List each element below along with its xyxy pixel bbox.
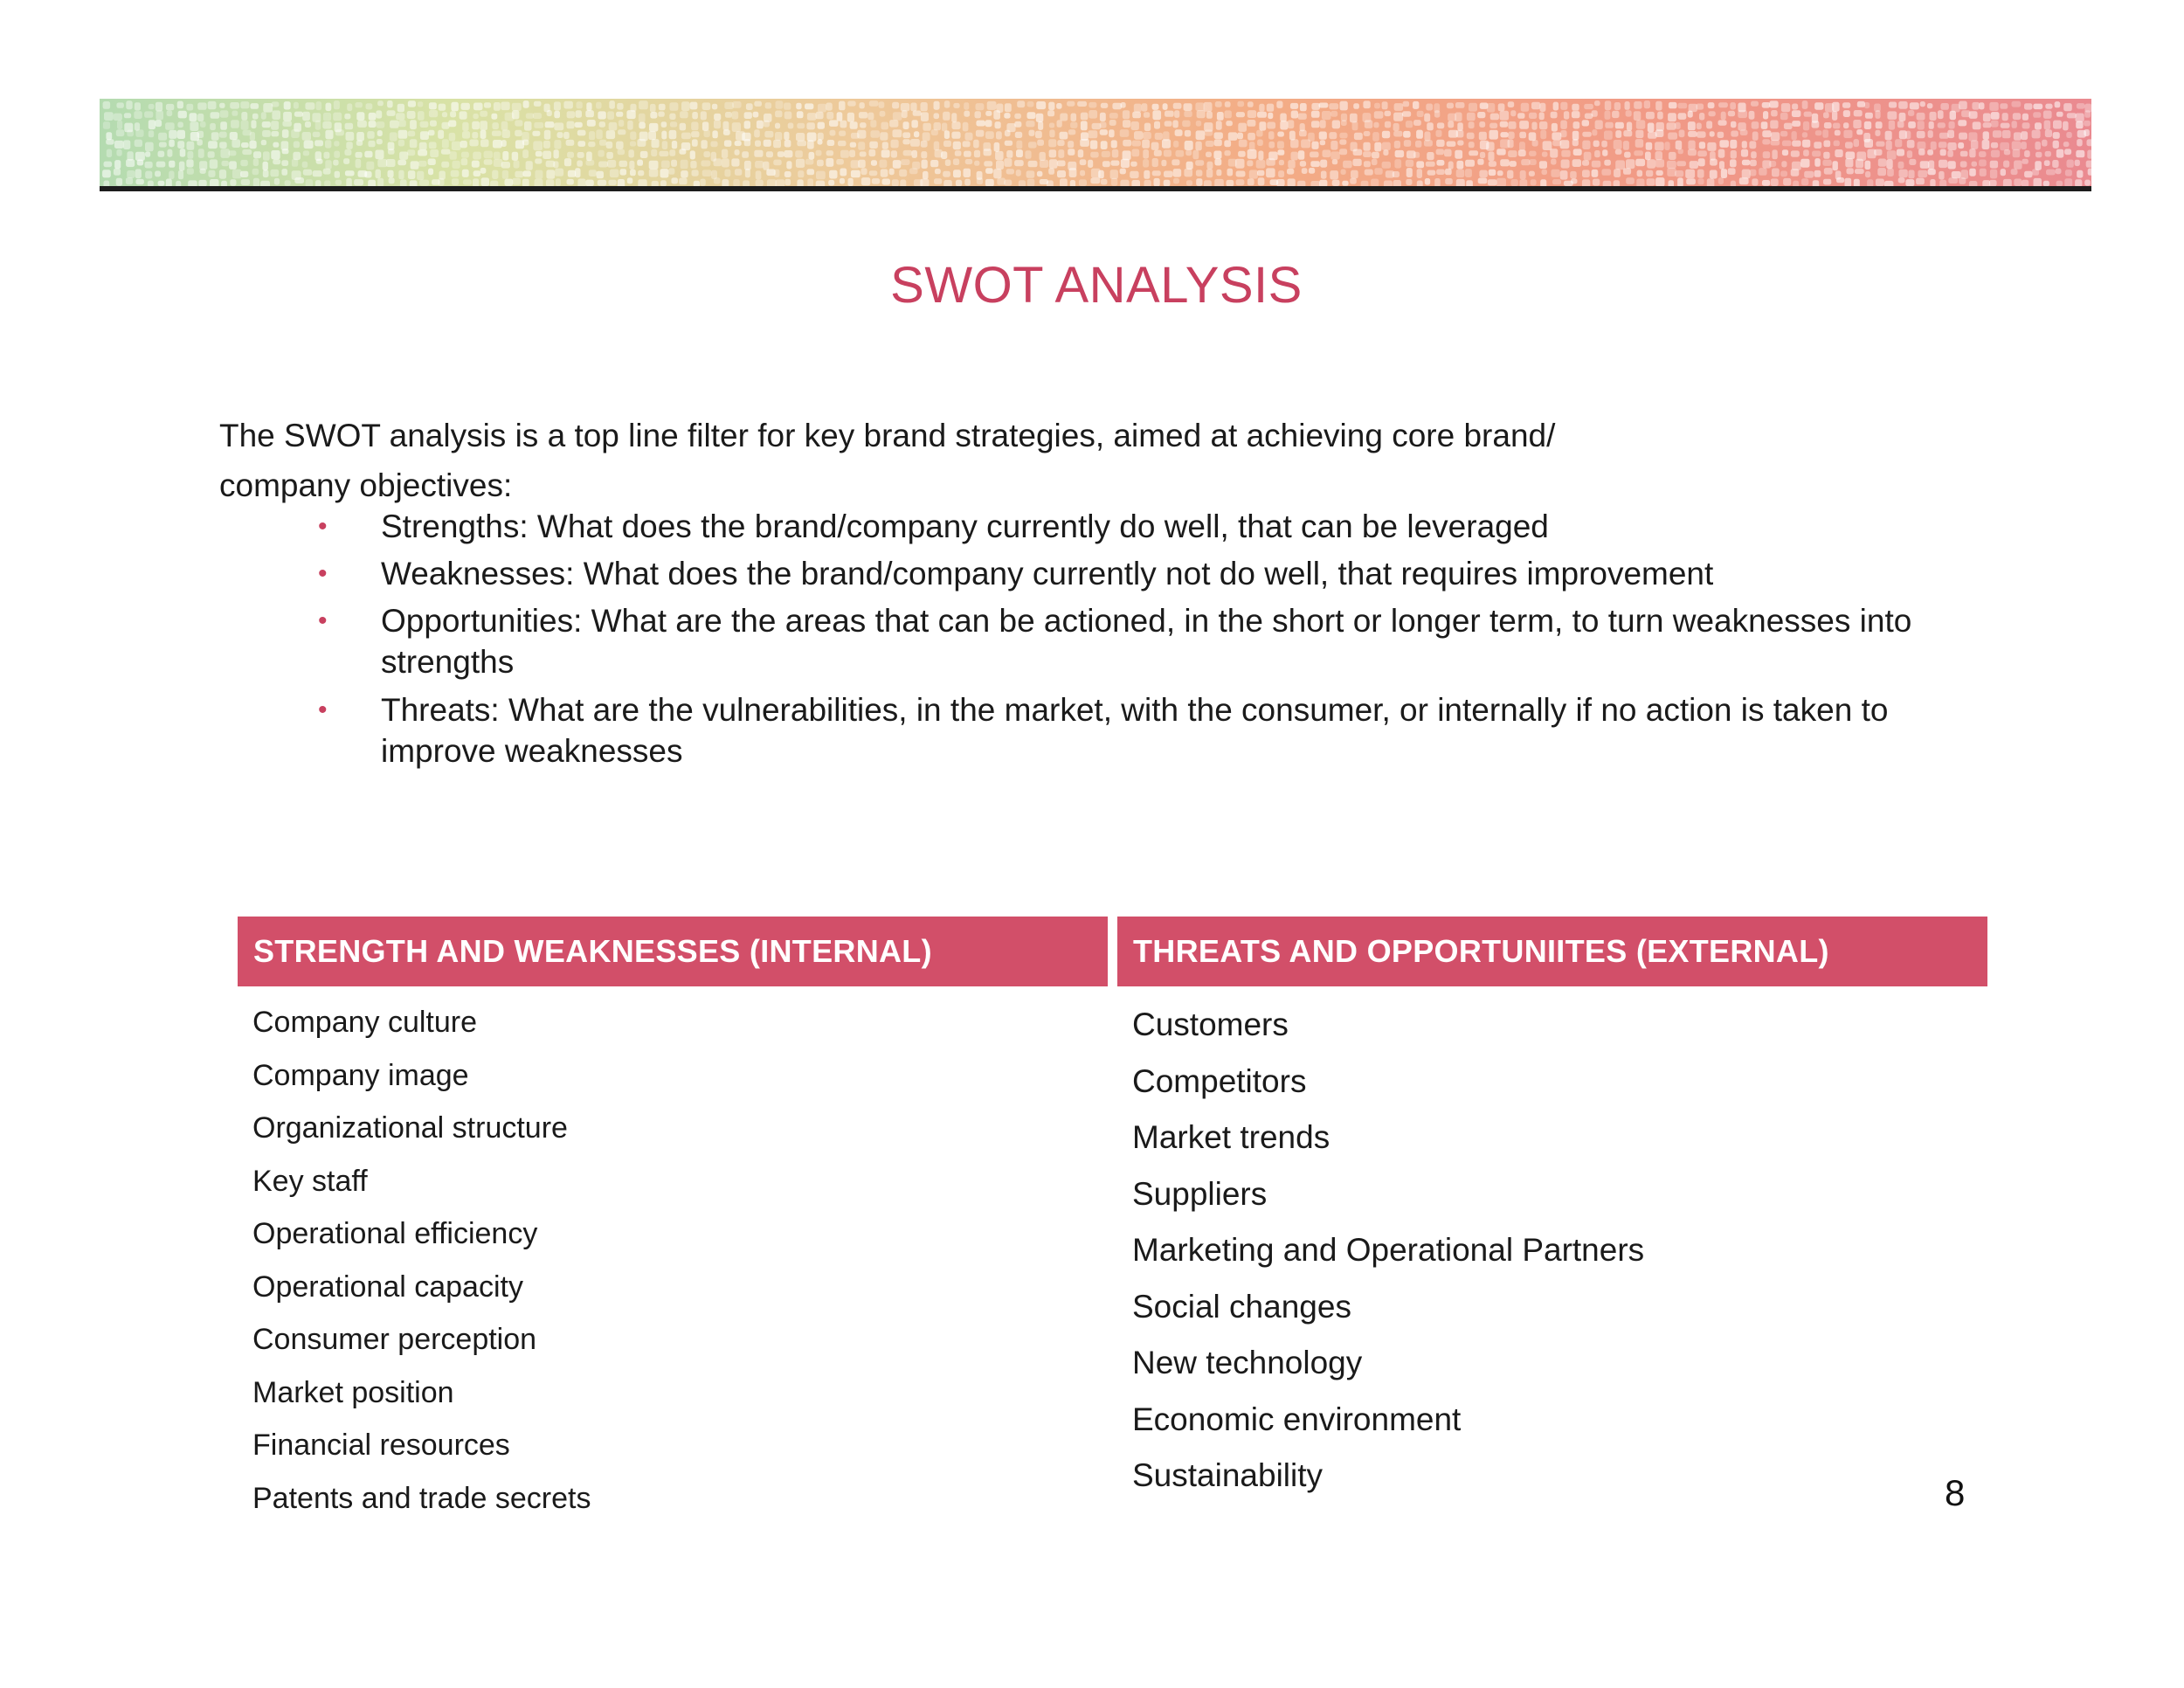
external-factors-header: THREATS AND OPPORTUNIITES (EXTERNAL): [1117, 917, 1987, 986]
internal-factors-list: [252, 1000, 591, 1528]
list-item: Company culture: [252, 1006, 478, 1039]
bullet-icon: •: [318, 606, 328, 635]
list-item: Operational capacity: [252, 1269, 523, 1304]
list-item: Operational efficiency: [252, 1217, 538, 1250]
banner-divider: [100, 186, 2091, 191]
bullet-text: Strengths: What does the brand/company currently do well, that can be leveraged: [381, 508, 1549, 544]
list-item: Economic environment: [1132, 1401, 1462, 1437]
list-item: New technology: [1132, 1345, 1363, 1380]
list-item: Organizational structure: [252, 1111, 568, 1145]
bullet-text: Weaknesses: What does the brand/company currently not do well, that requires improvement: [381, 556, 1714, 591]
list-item: Company image: [252, 1058, 469, 1092]
intro-line-1: The SWOT analysis is a top line filter for key brand strategies, aimed at achieving core brand/: [219, 418, 1556, 453]
list-item: Competitors: [1132, 1062, 1307, 1099]
list-item: Key staff: [252, 1164, 368, 1198]
list-item: Customers: [1132, 1007, 1289, 1042]
intro-text: [219, 411, 2010, 510]
internal-factors-header: STRENGTH AND WEAKNESSES (INTERNAL): [238, 917, 1108, 986]
list-item: Market trends: [1132, 1119, 1330, 1155]
decorative-banner: [100, 99, 2091, 189]
list-item: Patents and trade secrets: [252, 1481, 591, 1515]
bullet-icon: •: [318, 512, 328, 541]
bullet-threats: [219, 689, 2010, 771]
bullet-icon: •: [318, 695, 328, 724]
list-item: Social changes: [1132, 1288, 1351, 1325]
bullet-strengths: [219, 506, 2010, 547]
page-number: 8: [1945, 1472, 1966, 1513]
list-item: Marketing and Operational Partners: [1132, 1232, 1645, 1268]
list-item: Suppliers: [1132, 1175, 1268, 1212]
external-factors-list: [1132, 1000, 1644, 1508]
list-item: Financial resources: [252, 1429, 510, 1462]
list-item: Market position: [252, 1375, 454, 1409]
bullet-weaknesses: [219, 553, 2010, 594]
list-item: Consumer perception: [252, 1323, 537, 1356]
page-title: SWOT ANALYSIS: [890, 257, 1303, 314]
swot-definition-list: [219, 506, 2010, 778]
list-item: Sustainability: [1132, 1457, 1324, 1493]
banner-dot-pattern: [100, 99, 2091, 189]
bullet-icon: •: [318, 559, 328, 588]
bullet-text: Threats: What are the vulnerabilities, in the market, with the consumer, or internally if no action is taken to improve weaknesses: [381, 692, 1889, 769]
bullet-opportunities: [219, 600, 2010, 682]
intro-line-2: company objectives:: [219, 467, 513, 503]
bullet-text: Opportunities: What are the areas that can be actioned, in the short or longer term, to turn weaknesses into strengths: [381, 603, 1912, 680]
